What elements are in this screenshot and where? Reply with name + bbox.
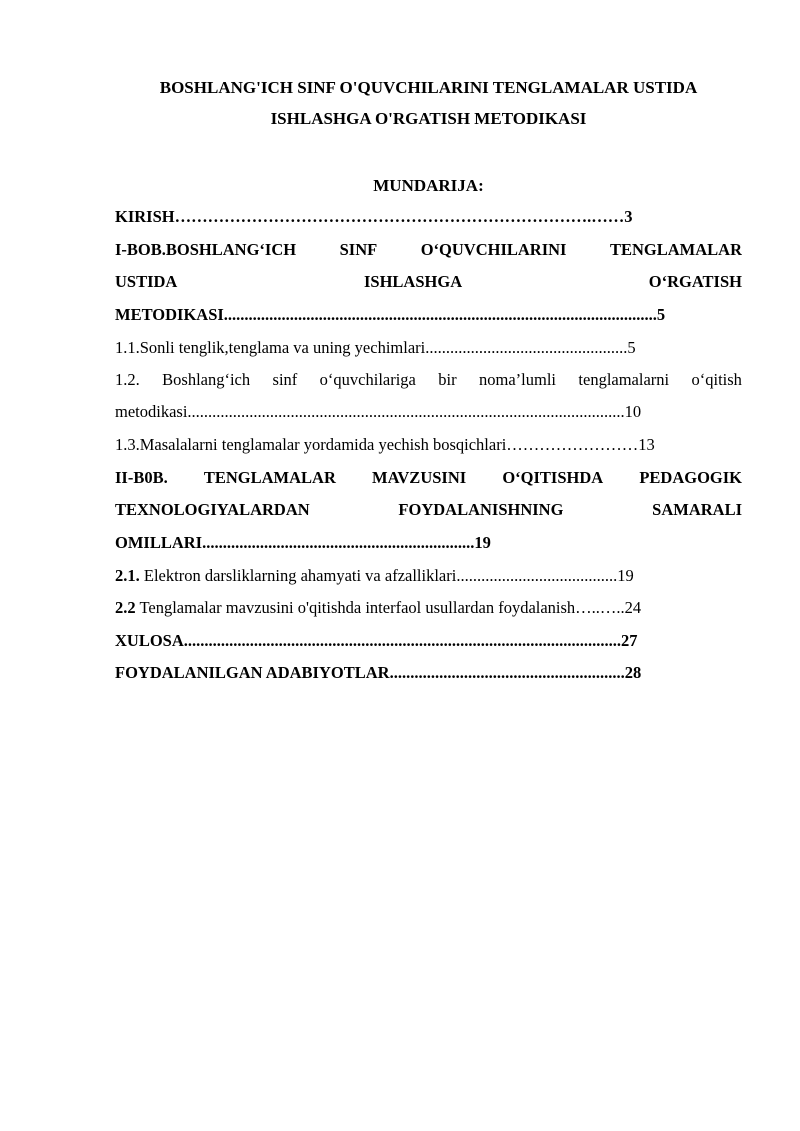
toc-word: FOYDALANISHNING (398, 500, 564, 519)
toc-word: 1.2. (115, 370, 140, 389)
toc-word: noma’lumli (479, 370, 557, 389)
toc-entry-chapter-2-line-2 (115, 496, 742, 524)
toc-word: TENGLAMALAR (609, 240, 742, 259)
toc-word: MAVZUSINI (372, 468, 467, 487)
toc-entry-chapter-1-line-3: METODIKASI.........................................................................................................5 (115, 305, 666, 324)
toc-entry-section-1-2-line-1 (115, 366, 742, 394)
toc-entry-kirish: KIRISH………………………………………………………………….……3 (115, 207, 633, 226)
toc-word: Boshlang‘ich (162, 370, 251, 389)
toc-section-text: Tenglamalar mavzusini o'qitishda interfaol usullardan foydalanish…..…..24 (135, 598, 642, 617)
toc-word: ISHLASHGA (364, 272, 463, 291)
toc-entry-chapter-1-line-1 (115, 236, 742, 264)
toc-heading: MUNDARIJA: (373, 176, 484, 195)
toc-entry-chapter-2-line-1 (115, 464, 742, 492)
toc-word: TEXNOLOGIYALARDAN (115, 500, 310, 519)
toc-word: II-B0B. (115, 468, 168, 487)
toc-section-number: 2.1. (115, 566, 140, 585)
document-title-line-2: ISHLASHGA O'RGATISH METODIKASI (270, 109, 587, 128)
toc-word: O‘QUVCHILARINI (420, 240, 567, 259)
toc-entry-section-2-2 (115, 594, 742, 622)
toc-word: TENGLAMALAR (203, 468, 336, 487)
toc-word: sinf (272, 370, 298, 389)
toc-word: o‘qitish (691, 370, 742, 389)
toc-word: tenglamalarni (578, 370, 670, 389)
toc-word: SINF (339, 240, 378, 259)
toc-section-text: Elektron darsliklarning ahamyati va afzalliklari.......................................19 (139, 566, 634, 585)
toc-word: o‘quvchilariga (319, 370, 416, 389)
toc-word: O‘RGATISH (648, 272, 742, 291)
toc-entry-chapter-1-line-2 (115, 268, 742, 296)
toc-entry-xulosa: XULOSA..........................................................................................................27 (115, 631, 638, 650)
toc-word: O‘QITISHDA (502, 468, 604, 487)
toc-section-number: 2.2 (115, 598, 136, 617)
toc-entry-section-1-1: 1.1.Sonli tenglik,tenglama va uning yechimlari.................................................5 (115, 338, 636, 357)
toc-entry-section-2-1 (115, 562, 742, 590)
toc-entry-adabiyotlar: FOYDALANILGAN ADABIYOTLAR.........................................................28 (115, 663, 642, 682)
toc-word: I-BOB.BOSHLANG‘ICH (115, 240, 297, 259)
toc-entry-section-1-2-line-2: metodikasi..........................................................................................................10 (115, 402, 642, 421)
toc-entry-section-1-3: 1.3.Masalalarni tenglamalar yordamida yechish bosqichlari……………………13 (115, 435, 655, 454)
toc-word: USTIDA (115, 272, 178, 291)
toc-word: PEDAGOGIK (639, 468, 742, 487)
toc-word: bir (438, 370, 457, 389)
toc-word: SAMARALI (652, 500, 742, 519)
document-title-line-1: BOSHLANG'ICH SINF O'QUVCHILARINI TENGLAMALAR USTIDA (159, 78, 698, 97)
toc-entry-chapter-2-line-3: OMILLARI..................................................................19 (115, 533, 491, 552)
